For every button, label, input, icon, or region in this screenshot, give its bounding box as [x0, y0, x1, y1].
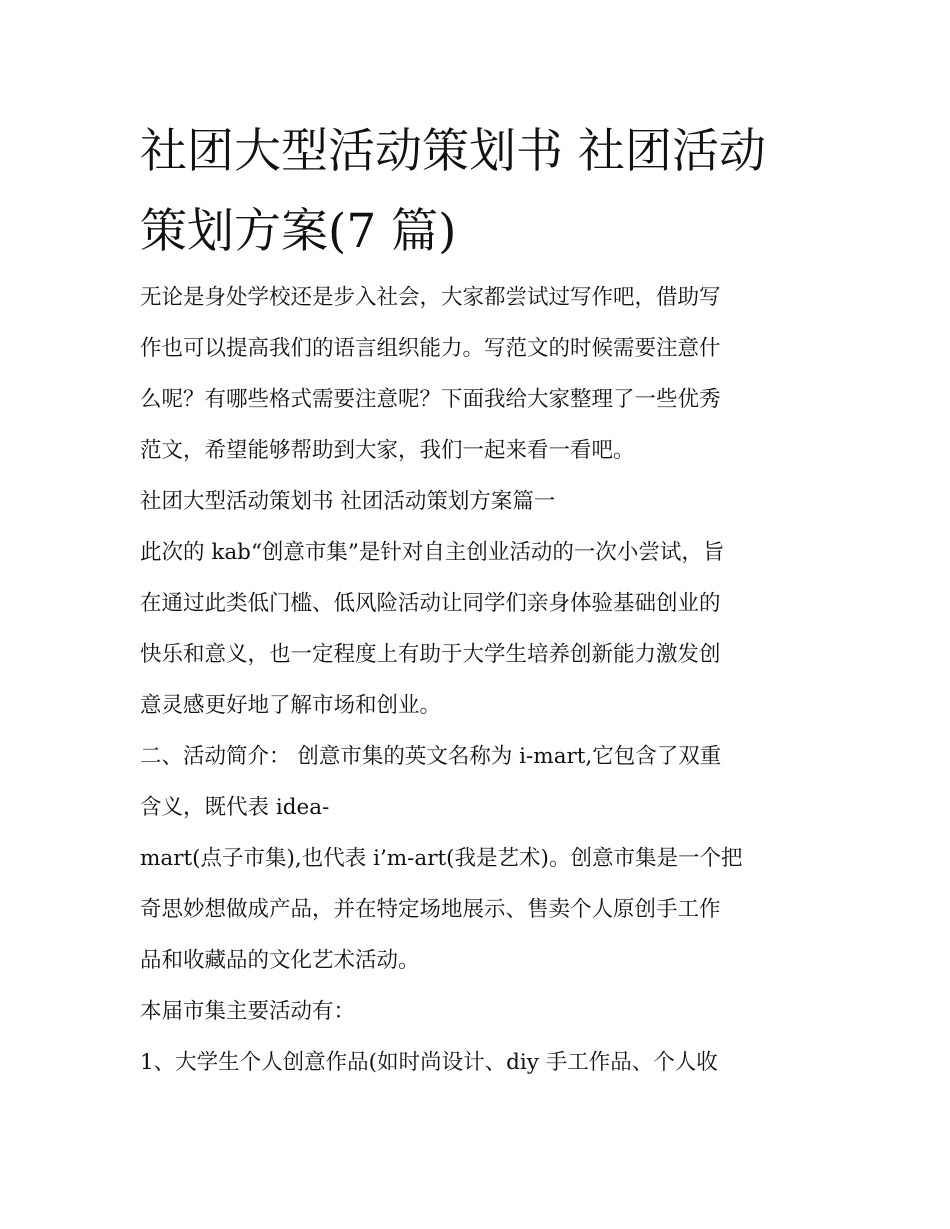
- text-line: 社团大型活动策划书 社团活动策划方案篇一: [140, 489, 556, 514]
- body-paragraph-4: [140, 986, 820, 1037]
- text-line: 无论是身处学校还是步入社会，大家都尝试过写作吧，借助写: [140, 285, 721, 310]
- text-line: 么呢？有哪些格式需要注意呢？下面我给大家整理了一些优秀: [140, 387, 721, 412]
- text-line: 作也可以提高我们的语言组织能力。写范文的时候需要注意什: [140, 336, 721, 361]
- text-line: 范文，希望能够帮助到大家，我们一起来看一看吧。: [140, 438, 635, 463]
- title-line-2: 策划方案(7 篇): [140, 204, 457, 259]
- text-line: 快乐和意义，也一定程度上有助于大学生培养创新能力激发创: [140, 642, 721, 667]
- body-paragraph-1: [140, 527, 820, 731]
- text-line: 意灵感更好地了解市场和创业。: [140, 693, 442, 718]
- text-line: 二、活动简介： 创意市集的英文名称为 i-mart,它包含了双重: [140, 744, 722, 769]
- body-paragraph-2: [140, 731, 820, 833]
- text-line: 此次的 kab“创意市集”是针对自主创业活动的一次小尝试，旨: [140, 540, 725, 565]
- text-line: mart(点子市集),也代表 i’m-art(我是艺术)。创意市集是一个把: [140, 846, 743, 871]
- text-line: 1、大学生个人创意作品(如时尚设计、diy 手工作品、个人收: [140, 1050, 718, 1075]
- document-title: [140, 112, 820, 272]
- section-heading: [140, 476, 820, 527]
- text-line: 在通过此类低门槛、低风险活动让同学们亲身体验基础创业的: [140, 591, 721, 616]
- list-item: [140, 1037, 820, 1088]
- text-line: 品和收藏品的文化艺术活动。: [140, 948, 420, 973]
- text-line: 奇思妙想做成产品，并在特定场地展示、售卖个人原创手工作: [140, 897, 721, 922]
- text-line: 本届市集主要活动有：: [140, 999, 356, 1024]
- body-paragraph-3: [140, 833, 820, 986]
- text-line: 含义，既代表 idea-: [140, 795, 330, 820]
- intro-paragraph: [140, 272, 820, 476]
- title-line-1: 社团大型活动策划书 社团活动: [140, 124, 766, 179]
